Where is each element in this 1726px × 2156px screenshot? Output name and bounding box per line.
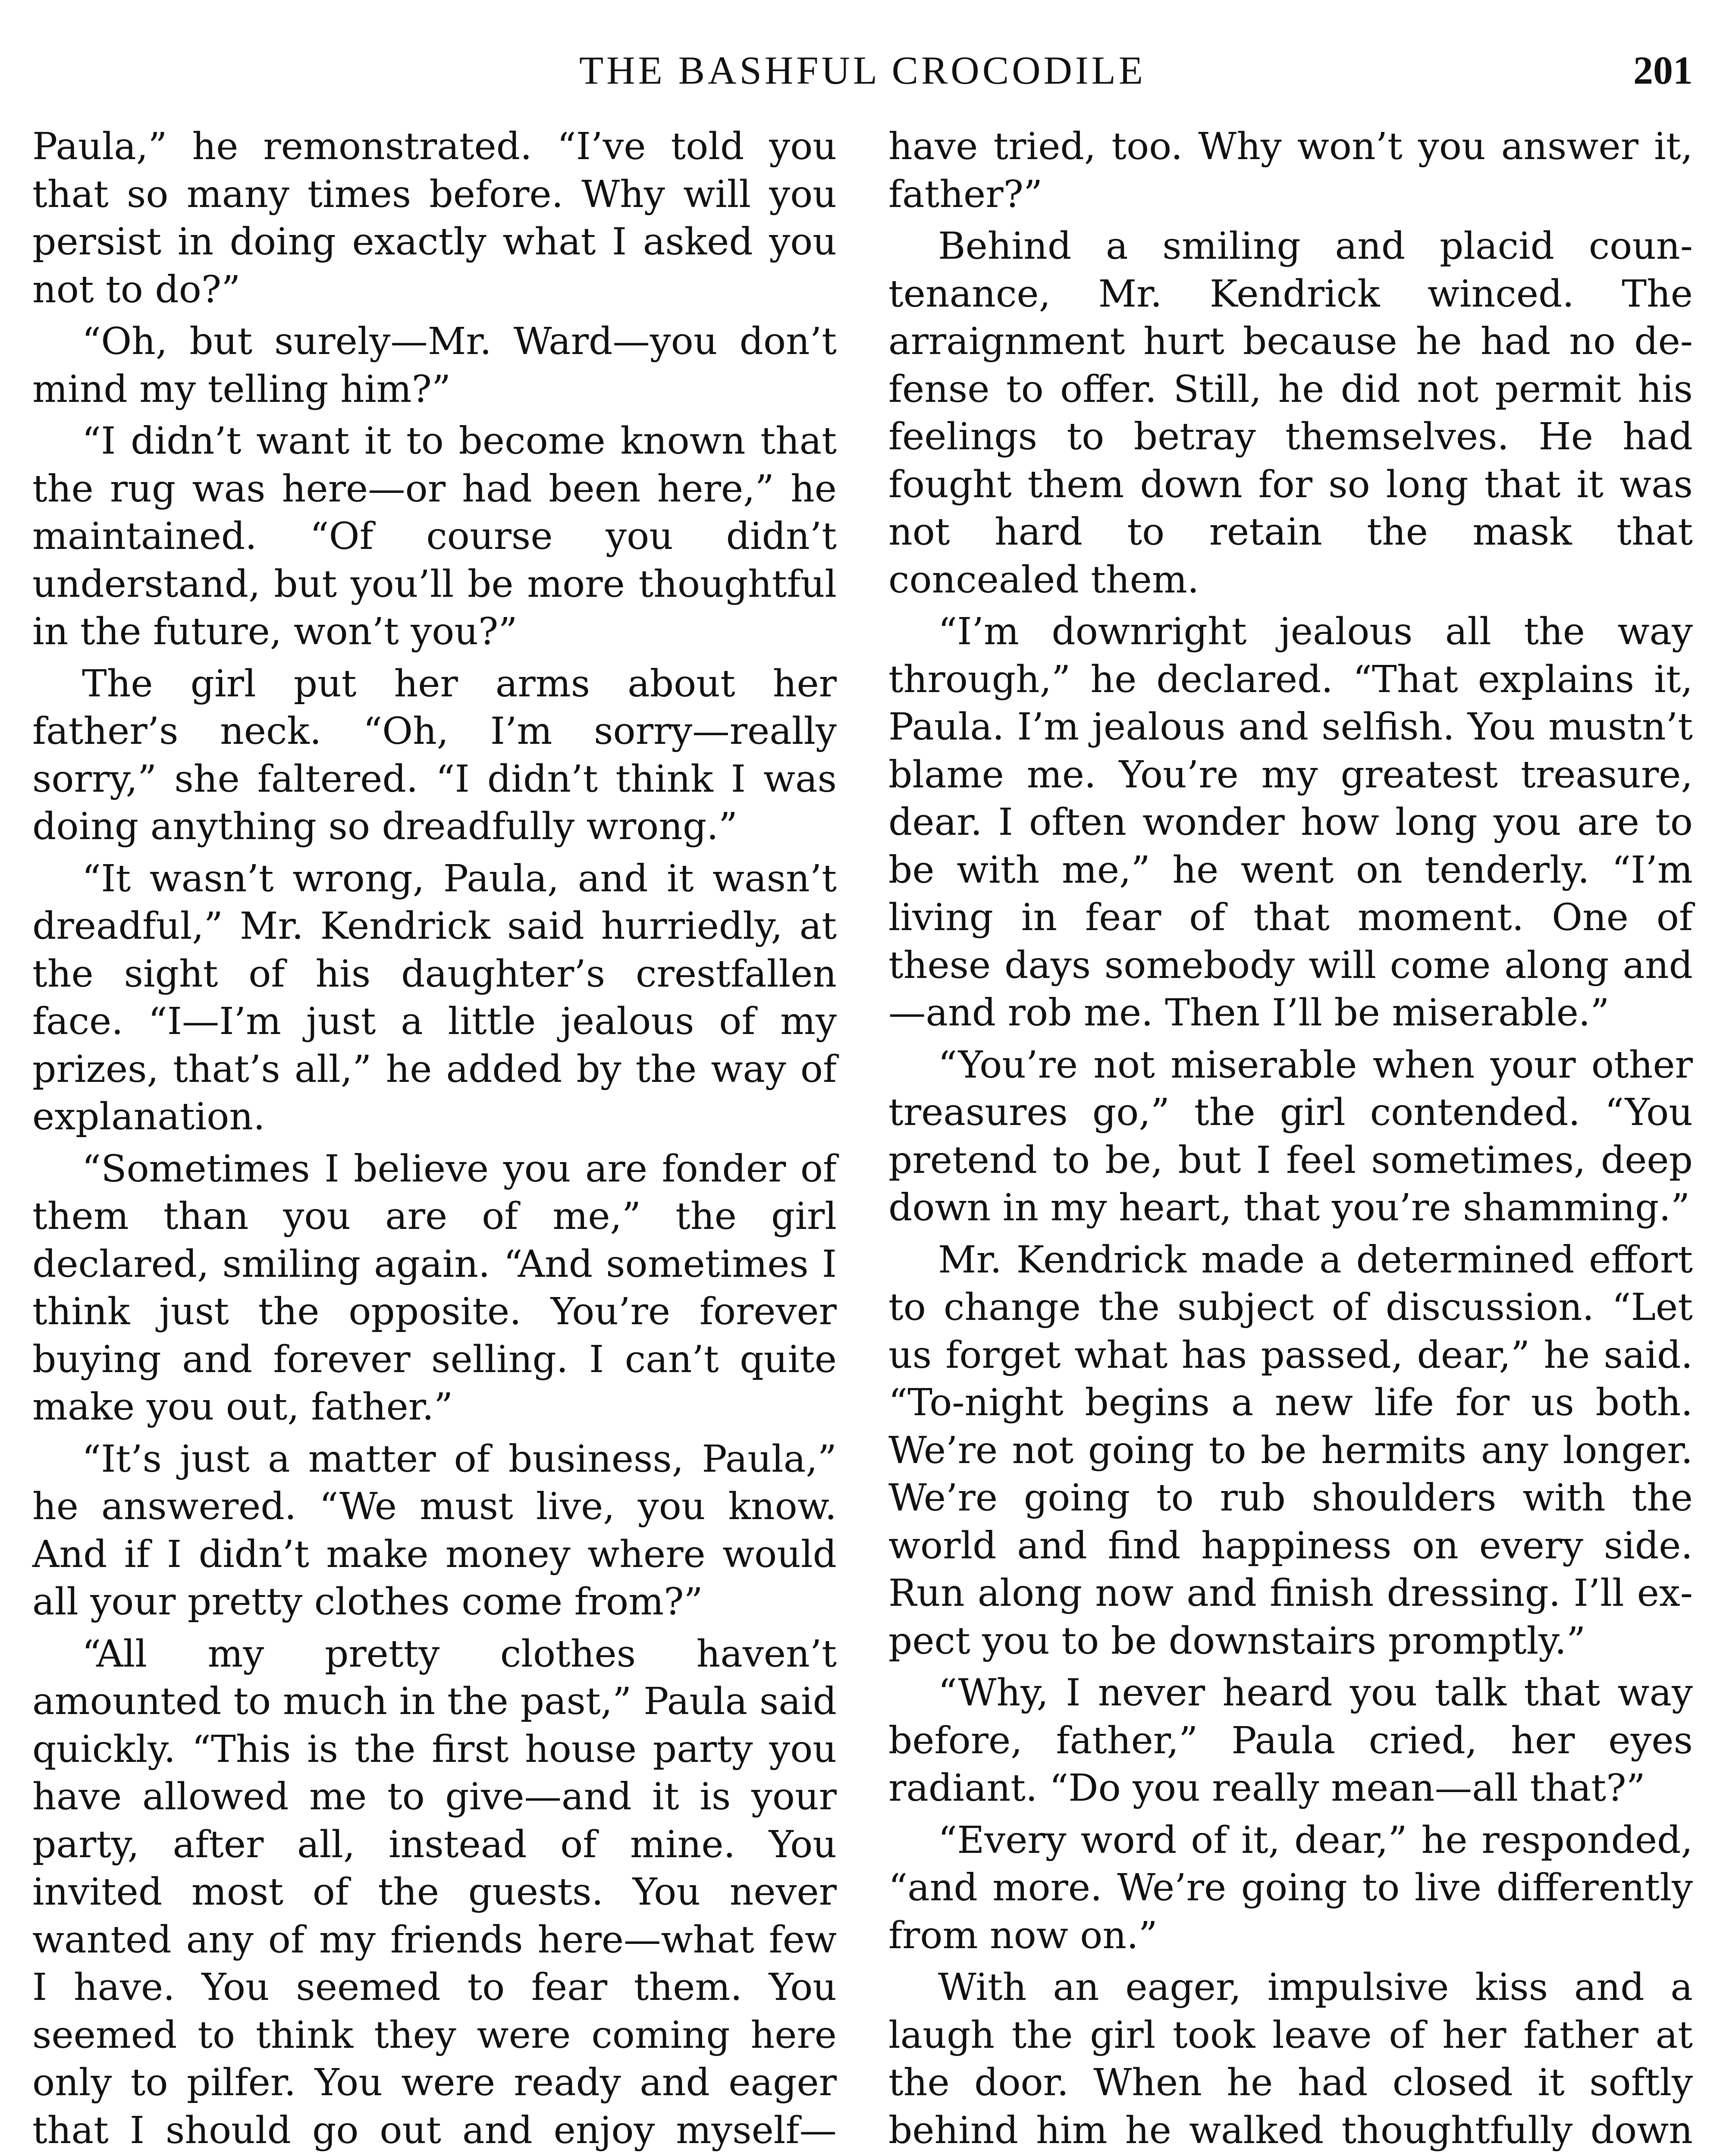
paragraph: “It wasn’t wrong, Paula, and it wasn’t dreadful,” Mr. Kendrick said hurriedly, at the sight of his daughter’s crestfallen face. “I—I’m just a little jealous of my prizes, that’s all,” he added by the way of explanation.	[32, 857, 837, 1138]
paragraph: Paula,” he remonstrated. “I’ve told you that so many times before. Why will you persist in doing exactly what I asked you not to do?”	[32, 125, 837, 311]
page-number: 201	[1633, 48, 1693, 92]
paragraph: With an eager, impulsive kiss and a laugh the girl took leave of her father at the door. When he had closed it softly behind him he walked thoughtfully down	[888, 1966, 1693, 2152]
paragraph: “You’re not miserable when your other treasures go,” the girl contended. “You pretend to be, but I feel sometimes, deep down in my heart, that you’re shamming.”	[888, 1043, 1693, 1229]
paragraph: “All my pretty clothes haven’t amounted to much in the past,” Paula said quickly. “This is the first house party you have allowed me to give—and it is your party, after all, instead of mine. You invited most of the guests. You never wanted any of my friends here—what few I have. You seemed to fear them. You seemed to think they were coming here only to pilfer. You were ready and eager that I should go out and enjoy myself—	[32, 1632, 837, 2152]
paragraph: “Why, I never heard you talk that way before, father,” Paula cried, her eyes radiant. “Do you really mean—all that?”	[888, 1671, 1693, 1810]
running-title: THE BASHFUL CROCODILE	[579, 48, 1146, 92]
paragraph: “Sometimes I believe you are fonder of them than you are of me,” the girl declared, smiling again. “And sometimes I think just the opposite. You’re forever buying and forever selling. I can’t quite make you out, father.”	[32, 1147, 837, 1429]
right-column	[888, 123, 1693, 2156]
paragraph: “Oh, but surely—Mr. Ward—you don’t mind my telling him?”	[32, 320, 837, 411]
paragraph: Mr. Kendrick made a determined effort to change the subject of discussion. “Let us forget what has passed, dear,” he said. “To-night begins a new life for us both. We’re not going to be hermits any longer. We’re going to rub shoulders with the world and find happiness on every side. Run along now and finish dressing. I’ll expect you to be downstairs promptly.”	[888, 1238, 1693, 1663]
paragraph: “I’m downright jealous all the way through,” he declared. “That explains it, Paula. I’m jealous and selfish. You mustn’t blame me. You’re my greatest treasure, dear. I often wonder how long you are to be with me,” he went on tenderly. “I’m living in fear of that moment. One of these days somebody will come along and—and rob me. Then I’ll be miserable.”	[888, 610, 1693, 1034]
paragraph: Behind a smiling and placid countenance, Mr. Kendrick winced. The arraignment hurt because he had no defense to offer. Still, he did not permit his feelings to betray themselves. He had fought them down for so long that it was not hard to retain the mask that concealed them.	[888, 225, 1693, 602]
paragraph: have tried, too. Why won’t you answer it, father?”	[888, 125, 1693, 216]
paragraph: “Every word of it, dear,” he responded, “and more. We’re going to live differently from now on.”	[888, 1818, 1693, 1957]
paragraph: The girl put her arms about her father’s neck. “Oh, I’m sorry—really sorry,” she faltered. “I didn’t think I was doing anything so dreadfully wrong.”	[32, 662, 837, 848]
paragraph: “It’s just a matter of business, Paula,” he answered. “We must live, you know. And if I didn’t make money where would all your pretty clothes come from?”	[32, 1437, 837, 1623]
paragraph: “I didn’t want it to become known that the rug was here—or had been here,” he maintained. “Of course you didn’t understand, but you’ll be more thoughtful in the future, won’t you?”	[32, 420, 837, 653]
page-header	[32, 39, 1693, 103]
left-column	[32, 123, 837, 2156]
